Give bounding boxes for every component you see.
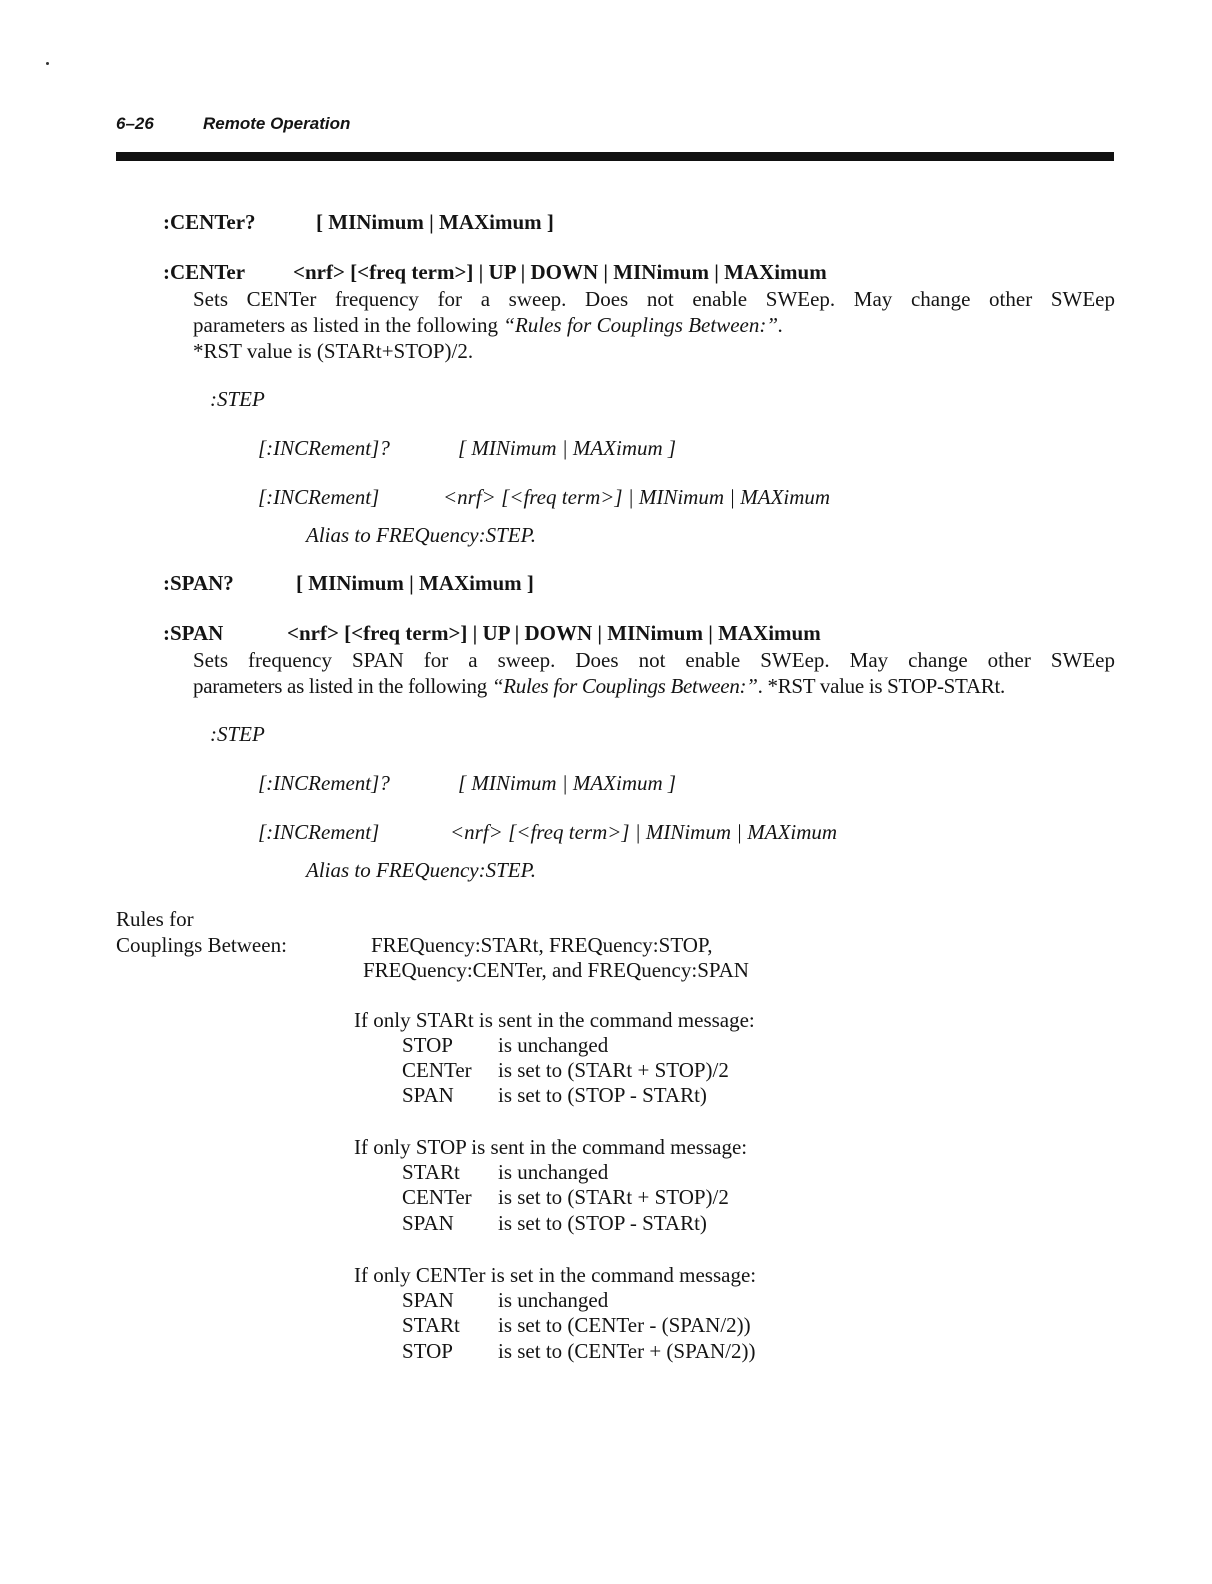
span-set-command: :SPAN [163, 621, 224, 645]
page-number: 6–26 [116, 114, 154, 133]
center-set-command: :CENTer [163, 260, 246, 284]
span-desc-line2: parameters as listed in the following “Rules for Couplings Between:”. *RST value is STOP-STARt. [193, 674, 1005, 698]
rule-group-2-row-2-param: CENTer [402, 1185, 472, 1209]
rules-side-label-1: Rules for [116, 907, 194, 931]
center-alias: Alias to FREQuency:STEP. [306, 523, 536, 547]
span-query-params: [ MINimum | MAXimum ] [296, 571, 534, 595]
rule-group-1-row-3-param: SPAN [402, 1083, 454, 1107]
span-incr-set-params: <nrf> [<freq term>] | MINimum | MAXimum [450, 820, 838, 844]
rule-group-2-row-2-effect: is set to (STARt + STOP)/2 [498, 1185, 729, 1209]
span-incr-query: [:INCRement]? [258, 771, 390, 795]
center-desc-line1: Sets CENTer frequency for a sweep. Does not enable SWEep. May change other SWEep [193, 287, 1115, 311]
center-query-params: [ MINimum | MAXimum ] [316, 210, 554, 234]
span-incr-query-params: [ MINimum | MAXimum ] [458, 771, 677, 795]
rule-group-2-row-3-param: SPAN [402, 1211, 454, 1235]
span-alias: Alias to FREQuency:STEP. [306, 858, 536, 882]
section-title: Remote Operation [203, 114, 351, 133]
rule-group-2-row-3-effect: is set to (STOP - STARt) [498, 1211, 707, 1235]
rule-group-1-row-3-effect: is set to (STOP - STARt) [498, 1083, 707, 1107]
couplings-line1: FREQuency:STARt, FREQuency:STOP, [371, 933, 713, 957]
center-desc-line3: *RST value is (STARt+STOP)/2. [193, 339, 474, 363]
rule-group-3-row-1-param: SPAN [402, 1288, 454, 1312]
span-desc-line1: Sets frequency SPAN for a sweep. Does not enable SWEep. May change other SWEep [193, 648, 1115, 672]
rule-group-1-row-1-param: STOP [402, 1033, 453, 1057]
rule-group-3-row-1-effect: is unchanged [498, 1288, 609, 1312]
center-incr-set-params: <nrf> [<freq term>] | MINimum | MAXimum [443, 485, 831, 509]
center-set-params: <nrf> [<freq term>] | UP | DOWN | MINimum | MAXimum [293, 260, 827, 284]
center-desc-line2: parameters as listed in the following “Rules for Couplings Between:”. [193, 313, 784, 337]
span-incr-set: [:INCRement] [258, 820, 380, 844]
span-query-command: :SPAN? [163, 571, 234, 595]
rules-side-label-2: Couplings Between: [116, 933, 287, 957]
rule-group-3-row-2-param: STARt [402, 1313, 460, 1337]
rule-group-1-row-2-effect: is set to (STARt + STOP)/2 [498, 1058, 729, 1082]
span-step-label: :STEP [210, 722, 265, 746]
rule-group-2-row-1-effect: is unchanged [498, 1160, 609, 1184]
couplings-line2: FREQuency:CENTer, and FREQuency:SPAN [363, 958, 749, 982]
scan-speck [46, 62, 49, 65]
center-step-label: :STEP [210, 387, 265, 411]
center-incr-query: [:INCRement]? [258, 436, 390, 460]
rule-group-2-row-1-param: STARt [402, 1160, 460, 1184]
span-set-params: <nrf> [<freq term>] | UP | DOWN | MINimum | MAXimum [287, 621, 821, 645]
rule-group-1-intro: If only STARt is sent in the command message: [354, 1008, 755, 1032]
center-incr-set: [:INCRement] [258, 485, 380, 509]
center-query-command: :CENTer? [163, 210, 256, 234]
rule-group-1-row-1-effect: is unchanged [498, 1033, 609, 1057]
rule-group-3-intro: If only CENTer is set in the command message: [354, 1263, 757, 1287]
rule-group-3-row-3-effect: is set to (CENTer + (SPAN/2)) [498, 1339, 756, 1363]
rule-group-1-row-2-param: CENTer [402, 1058, 472, 1082]
rule-group-3-row-3-param: STOP [402, 1339, 453, 1363]
header-rule [116, 152, 1114, 161]
center-incr-query-params: [ MINimum | MAXimum ] [458, 436, 677, 460]
rule-group-3-row-2-effect: is set to (CENTer - (SPAN/2)) [498, 1313, 751, 1337]
rule-group-2-intro: If only STOP is sent in the command message: [354, 1135, 748, 1159]
